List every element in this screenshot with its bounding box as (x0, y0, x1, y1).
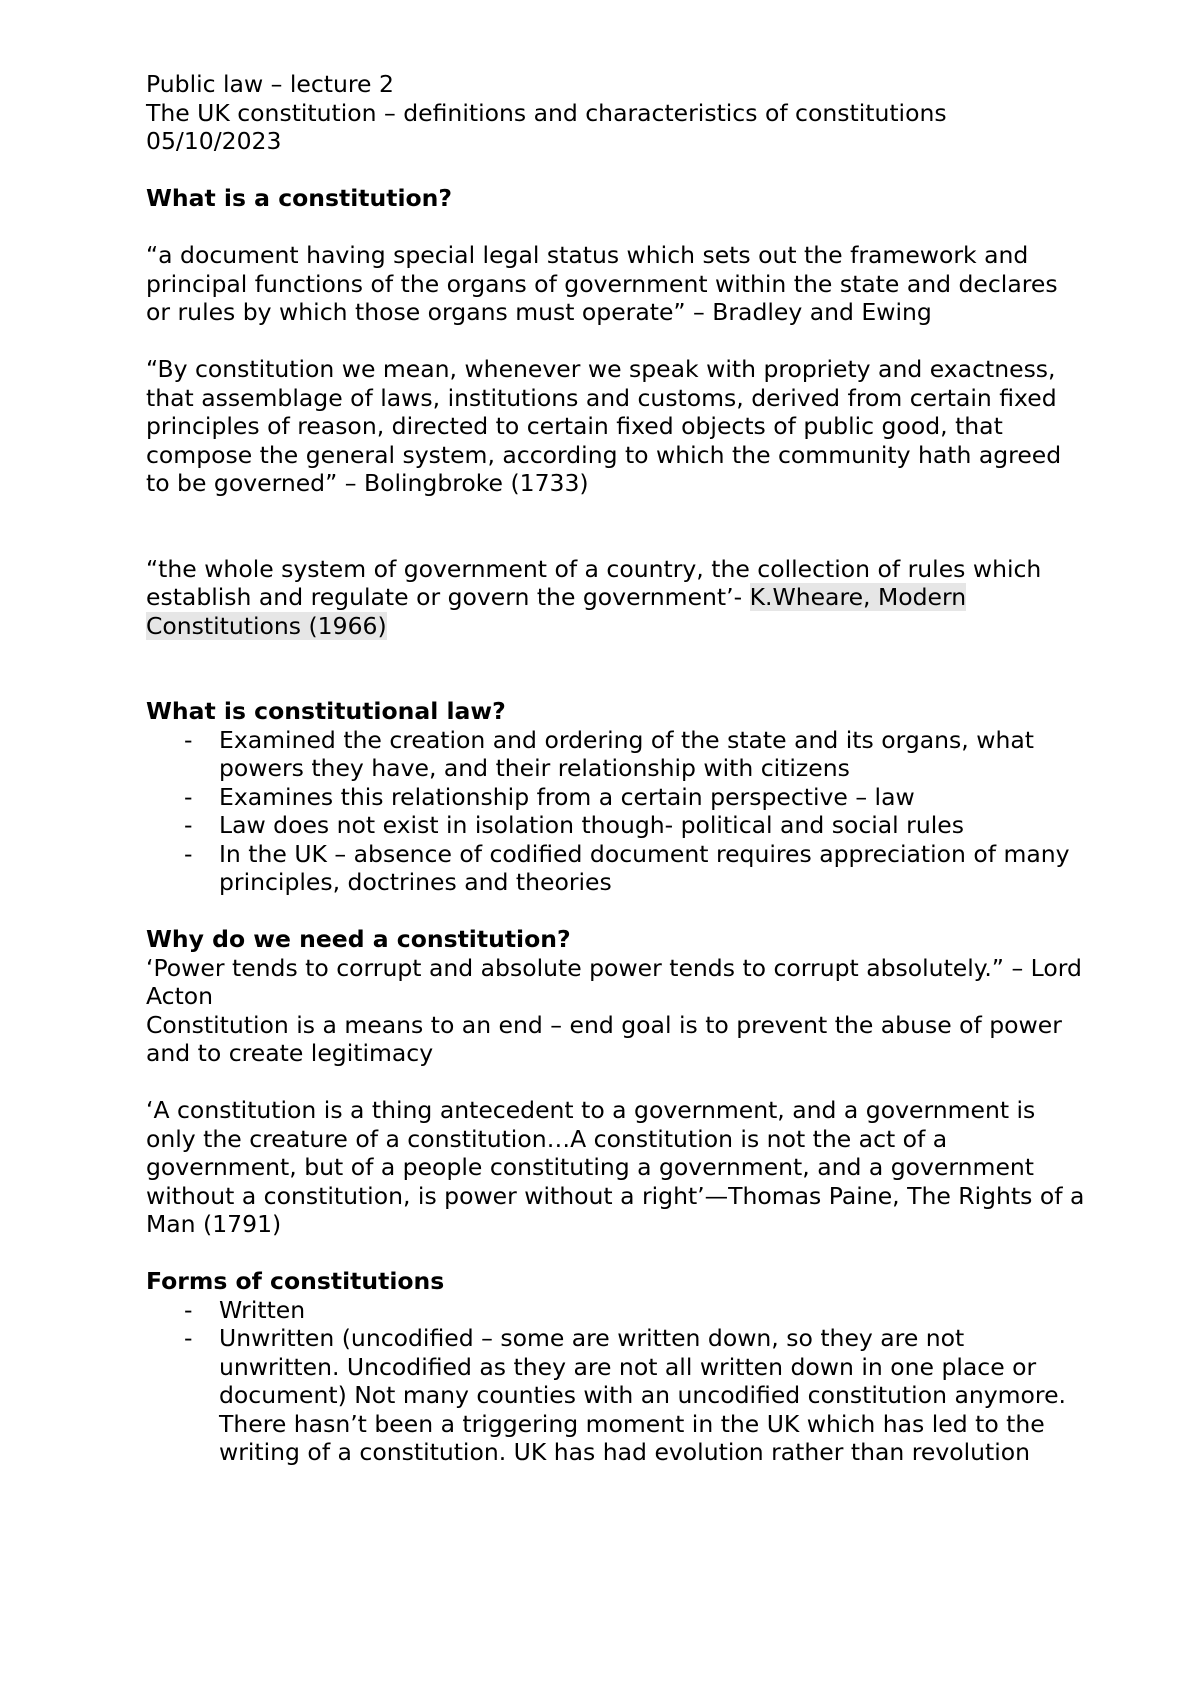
list-item (146, 783, 1086, 812)
quote-bradley-ewing: “a document having special legal status which sets out the framework and principal functions of the organs of government within the state and declares or rules by which those organs must operate” – Bradley and Ewing (146, 241, 1058, 326)
bullet-dash: - (184, 1295, 193, 1324)
bullet-dash: - (184, 725, 193, 754)
list-item (146, 1296, 1086, 1325)
quote-wheare-source: K.Wheare, Modern Constitutions (1966) (146, 583, 967, 640)
list-item (146, 1324, 1086, 1467)
bullet-dash: - (184, 1324, 193, 1352)
list-item (146, 840, 1086, 897)
lecture-date: 05/10/2023 (146, 127, 282, 155)
quote-thomas-paine: ‘A constitution is a thing antecedent to a government, and a government is only the creature of a constitution…A constitution is not the act of a government, but of a people constituting a government, and a government without a constitution, is power without a right’—Thomas Paine, The Rights of a Man (1791) (146, 1096, 1085, 1238)
quote-wheare-text: “the whole system of government of a country, the collection of rules which establish and regulate or govern the government’- (146, 554, 1042, 611)
constitution-purpose-text: Constitution is a means to an end – end goal is to prevent the abuse of power and to create legitimacy (146, 1010, 1062, 1067)
heading-why-need-constitution: Why do we need a constitution? (146, 925, 571, 953)
list-item-text: Unwritten (uncodified – some are written down, so they are not unwritten. Uncodified as they are not all written down in one place or document) Not many counties with an uncodified constitution anymore. There hasn’t been a triggering moment in the UK which has led to the writing of a constitution. UK has had evolution rather than revolution (219, 1324, 1066, 1466)
quote-bolingbroke: “By constitution we mean, whenever we speak with propriety and exactness, that assemblage of laws, institutions and customs, derived from certain fixed principles of reason, directed to certain fixed objects of public good, that compose the general system, according to which the community hath agreed to be governed” – Bolingbroke (1733) (146, 355, 1062, 497)
list-item-text: Examines this relationship from a certain perspective – law (219, 782, 915, 811)
document-page (146, 70, 1086, 1467)
list-item (146, 726, 1086, 783)
list-item-text: In the UK – absence of codified document requires appreciation of many principles, doctrines and theories (219, 839, 1070, 896)
lecture-subtitle: The UK constitution – definitions and characteristics of constitutions (146, 98, 947, 127)
list-item (146, 811, 1086, 840)
forms-list (146, 1296, 1086, 1467)
heading-what-is-constitution: What is a constitution? (146, 184, 453, 212)
bullet-dash: - (184, 782, 193, 811)
heading-constitutional-law: What is constitutional law? (146, 697, 506, 725)
list-item-text: Law does not exist in isolation though- political and social rules (219, 811, 964, 839)
lecture-title: Public law – lecture 2 (146, 70, 394, 98)
constitutional-law-list (146, 726, 1086, 897)
list-item-text: Written (219, 1295, 306, 1324)
list-item-text: Examined the creation and ordering of the state and its organs, what powers they have, and their relationship with citizens (219, 725, 1034, 782)
quote-wheare (146, 555, 1086, 641)
bullet-dash: - (184, 811, 193, 839)
heading-forms-of-constitutions: Forms of constitutions (146, 1267, 445, 1295)
bullet-dash: - (184, 839, 193, 868)
quote-lord-acton: ‘Power tends to corrupt and absolute power tends to corrupt absolutely.” – Lord Acton (146, 953, 1082, 1010)
